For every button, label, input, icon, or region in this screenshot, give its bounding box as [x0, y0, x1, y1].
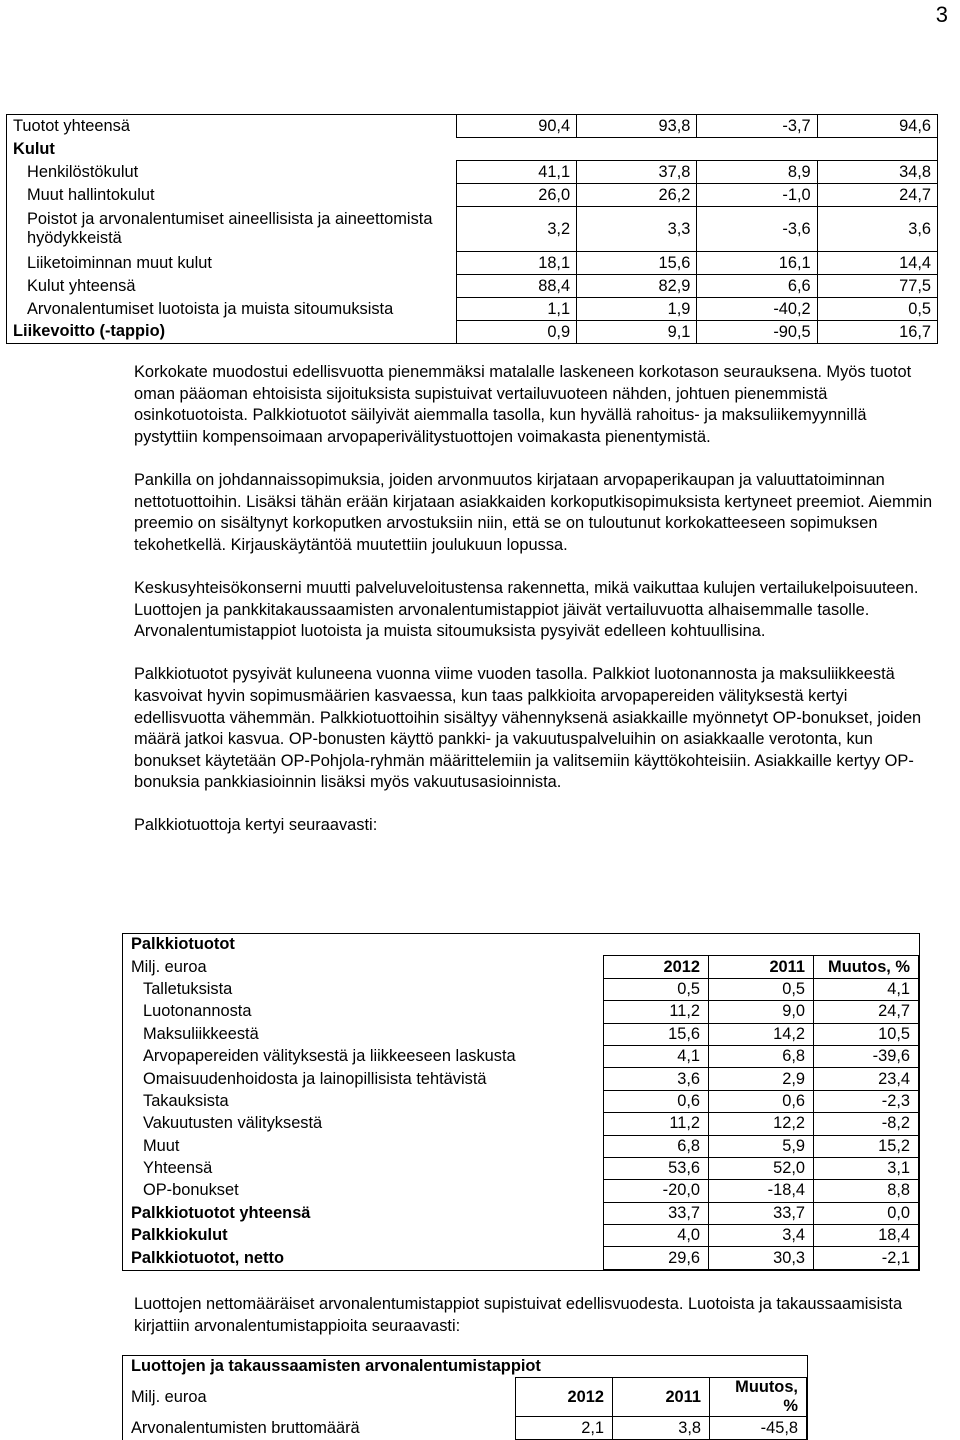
value-cell: 3,6 [817, 207, 937, 252]
table-row [7, 161, 938, 184]
value-cell: -45,8 [710, 1417, 807, 1439]
value-cell: 4,1 [814, 978, 919, 1000]
value-cell: 16,1 [697, 252, 817, 275]
value-cell: 2,1 [516, 1417, 613, 1439]
value-cell: 26,2 [577, 184, 697, 207]
value-cell: 24,7 [817, 184, 937, 207]
value-cell: 37,8 [577, 161, 697, 184]
row-label: Takauksista [143, 1091, 229, 1110]
value-cell: 14,2 [709, 1023, 814, 1045]
value-cell: 93,8 [577, 115, 697, 138]
income-table [6, 114, 938, 344]
value-cell: 18,1 [456, 252, 576, 275]
value-cell: 10,5 [814, 1023, 919, 1045]
value-cell: 1,9 [577, 298, 697, 321]
row-label: Liiketoiminnan muut kulut [7, 252, 457, 275]
table-title: Luottojen ja takaussaamisten arvonalentumistappiot [131, 1357, 541, 1376]
column-header: Muutos, % [710, 1378, 807, 1417]
value-cell: 94,6 [817, 115, 937, 138]
value-cell: 0,5 [817, 298, 937, 321]
row-label: Muut hallintokulut [7, 184, 457, 207]
table-row [123, 1135, 919, 1157]
value-cell: -2,1 [814, 1247, 919, 1269]
paragraph: Pankilla on johdannaissopimuksia, joiden arvonmuutos kirjataan arvopaperikaupan ja valuuttatoiminnan nettotuottoihin. Lisäksi tähän erään kirjataan asiakkaiden korkoputkisopimuksista kertyneet preemiot. Aiemmin preemio on sisältynyt korkoputken arvostuksiin niin, että se on tuloutunut korkokatteeseen sopimuksen tekohetkellä. Kirjauskäytäntöä muutettiin joulukuun lopussa. [134, 470, 933, 554]
table-title: Palkkiotuotot [131, 935, 235, 954]
value-cell: 52,0 [709, 1157, 814, 1179]
value-cell: 33,7 [604, 1202, 709, 1224]
value-cell: 15,2 [814, 1135, 919, 1157]
table-row [7, 207, 938, 252]
table-row [123, 1001, 919, 1023]
value-cell: 4,1 [604, 1045, 709, 1067]
value-cell: 18,4 [814, 1225, 919, 1247]
table-row [123, 1417, 807, 1439]
value-cell: 14,4 [817, 252, 937, 275]
paragraph: Palkkiotuotot pysyivät kuluneena vuonna viime vuoden tasolla. Palkkiot luotonannosta ja maksuliikkeestä kasvoivat hyvin sopimusmäärien kasvaessa, kun taas palkkioita arvopapereiden välityksestä kertyi edellisvuotta vähemmän. Palkkiotuottoihin sisältyy vähennyksenä asiakkaille myönnetyt OP-bonukset, joiden määrä jatkoi kasvua. OP-bonusten käyttö pankki- ja vakuutuspalveluihin on asiakkaalle verotonta, kun bonukset käytetään OP-Pohjola-ryhmän määrittelemiin ja valitsemiin käyttökohteisiin. Asiakkaille kertyy OP-bonuksia pankkiasioinnin lisäksi myös vakuutusasioinnista. [134, 665, 922, 792]
value-cell: -3,6 [697, 207, 817, 252]
row-label: Palkkiotuotot, netto [131, 1248, 284, 1267]
row-label: Maksuliikkeestä [143, 1024, 259, 1043]
value-cell: -1,0 [697, 184, 817, 207]
table-header-row [123, 956, 919, 978]
row-label: Kulut yhteensä [7, 275, 457, 298]
body-text [134, 362, 934, 859]
table-row [123, 1202, 919, 1224]
value-cell: 6,8 [604, 1135, 709, 1157]
value-cell: 3,6 [604, 1068, 709, 1090]
value-cell: 88,4 [456, 275, 576, 298]
value-cell: -90,5 [697, 321, 817, 344]
value-cell: -40,2 [697, 298, 817, 321]
paragraph: Palkkiotuottoja kertyi seuraavasti: [134, 816, 378, 835]
value-cell [817, 138, 937, 161]
table-row [7, 321, 938, 344]
unit-label: Milj. euroa [131, 1387, 207, 1406]
value-cell: 3,4 [709, 1225, 814, 1247]
column-header: 2012 [604, 956, 709, 978]
value-cell: 3,3 [577, 207, 697, 252]
table-row [7, 252, 938, 275]
value-cell: 3,8 [613, 1417, 710, 1439]
value-cell: 16,7 [817, 321, 937, 344]
value-cell: 0,0 [814, 1202, 919, 1224]
row-label: Liikevoitto (-tappio) [7, 321, 457, 344]
paragraph: Luottojen nettomääräiset arvonalentumistappiot supistuivat edellisvuodesta. Luotoista ja takaussaamisista kirjattiin arvonalentumistappioita seuraavasti: [134, 1295, 903, 1335]
value-cell: 6,8 [709, 1045, 814, 1067]
value-cell: 1,1 [456, 298, 576, 321]
value-cell: 9,0 [709, 1001, 814, 1023]
table-row [123, 1113, 919, 1135]
value-cell [577, 138, 697, 161]
row-label: Talletuksista [143, 979, 233, 998]
value-cell: -3,7 [697, 115, 817, 138]
value-cell: 8,9 [697, 161, 817, 184]
row-label: Omaisuudenhoidosta ja lainopillisista tehtävistä [143, 1069, 487, 1088]
value-cell: 11,2 [604, 1113, 709, 1135]
value-cell: 29,6 [604, 1247, 709, 1269]
fee-table [123, 934, 919, 1270]
table-row [123, 1225, 919, 1247]
value-cell: 0,6 [604, 1090, 709, 1112]
value-cell: 5,9 [709, 1135, 814, 1157]
value-cell: 30,3 [709, 1247, 814, 1269]
row-label: Poistot ja arvonalentumiset aineellisista ja aineettomista hyödykkeistä [7, 207, 457, 252]
unit-label: Milj. euroa [131, 957, 207, 976]
value-cell: 8,8 [814, 1180, 919, 1202]
value-cell: 34,8 [817, 161, 937, 184]
row-label: Tuotot yhteensä [7, 115, 457, 138]
value-cell: 9,1 [577, 321, 697, 344]
row-label: OP-bonukset [143, 1181, 239, 1200]
table-row [123, 1157, 919, 1179]
table-row [7, 138, 938, 161]
value-cell: -2,3 [814, 1090, 919, 1112]
value-cell: 90,4 [456, 115, 576, 138]
value-cell: -8,2 [814, 1113, 919, 1135]
row-label: Arvopapereiden välityksestä ja liikkeeseen laskusta [143, 1047, 516, 1066]
table-row [123, 978, 919, 1000]
row-label: Henkilöstökulut [7, 161, 457, 184]
paragraph: Keskusyhteisökonserni muutti palveluveloitustensa rakennetta, mikä vaikuttaa kulujen vertailukelpoisuuteen. Luottojen ja pankkitakaussaamisten arvonalentumistappiot jäivät vertailuvuotta alhaisemmalle tasolle. Arvonalentumistappiot luotoista ja muista sitoumuksista pysyivät edelleen kohtuullisina. [134, 578, 919, 641]
table-row [7, 275, 938, 298]
value-cell: 2,9 [709, 1068, 814, 1090]
page-number: 3 [935, 2, 948, 27]
table-row [123, 1068, 919, 1090]
value-cell: 82,9 [577, 275, 697, 298]
value-cell: 24,7 [814, 1001, 919, 1023]
value-cell: 0,5 [709, 978, 814, 1000]
row-label: Yhteensä [143, 1159, 213, 1178]
value-cell: 53,6 [604, 1157, 709, 1179]
row-label: Luotonannosta [143, 1002, 252, 1021]
table-row [7, 298, 938, 321]
value-cell: 3,2 [456, 207, 576, 252]
value-cell: 11,2 [604, 1001, 709, 1023]
value-cell: 3,1 [814, 1157, 919, 1179]
value-cell: 0,5 [604, 978, 709, 1000]
value-cell: 41,1 [456, 161, 576, 184]
value-cell: 33,7 [709, 1202, 814, 1224]
value-cell: -18,4 [709, 1180, 814, 1202]
row-label: Arvonalentumiset luotoista ja muista sitoumuksista [7, 298, 457, 321]
column-header: Muutos, % [814, 956, 919, 978]
value-cell: 0,6 [709, 1090, 814, 1112]
column-header: 2012 [516, 1378, 613, 1417]
value-cell: 26,0 [456, 184, 576, 207]
value-cell: 12,2 [709, 1113, 814, 1135]
row-label: Palkkiokulut [131, 1226, 228, 1245]
value-cell: -39,6 [814, 1045, 919, 1067]
body-text-2 [134, 1294, 934, 1359]
row-label: Arvonalentumisten bruttomäärä [131, 1418, 360, 1437]
table-header-row [123, 1378, 807, 1417]
column-header: 2011 [613, 1378, 710, 1417]
row-label: Palkkiotuotot yhteensä [131, 1203, 311, 1222]
row-label: Kulut [7, 138, 457, 161]
value-cell: -20,0 [604, 1180, 709, 1202]
value-cell: 15,6 [604, 1023, 709, 1045]
table-row [123, 1090, 919, 1112]
table-row [7, 115, 938, 138]
table-row [7, 184, 938, 207]
value-cell [456, 138, 576, 161]
column-header: 2011 [709, 956, 814, 978]
table-title-row [123, 1356, 807, 1378]
impairment-table [123, 1356, 807, 1440]
value-cell: 15,6 [577, 252, 697, 275]
table-title-row [123, 934, 919, 956]
table-row [123, 1023, 919, 1045]
paragraph: Korkokate muodostui edellisvuotta pienemmäksi matalalle laskeneen korkotason seurauksena. Myös tuotot oman pääoman ehtoisista sijoituksista supistuivat vertailuvuoteen nähden, johtuen pienemmistä osinkotuotoista. Palkkiotuotot säilyivät aiemmalla tasolla, kun hyvällä rahoitus- ja maksuliikemyynnillä pystyttiin kompensoimaan arvopaperivälitystuottojen voimakasta pienentymistä. [134, 363, 912, 446]
value-cell: 23,4 [814, 1068, 919, 1090]
row-label: Vakuutusten välityksestä [143, 1114, 323, 1133]
value-cell: 6,6 [697, 275, 817, 298]
table-row [123, 1045, 919, 1067]
table-row [123, 1180, 919, 1202]
value-cell: 0,9 [456, 321, 576, 344]
value-cell: 77,5 [817, 275, 937, 298]
table-row [123, 1247, 919, 1269]
row-label: Muut [143, 1136, 180, 1155]
value-cell [697, 138, 817, 161]
value-cell: 4,0 [604, 1225, 709, 1247]
